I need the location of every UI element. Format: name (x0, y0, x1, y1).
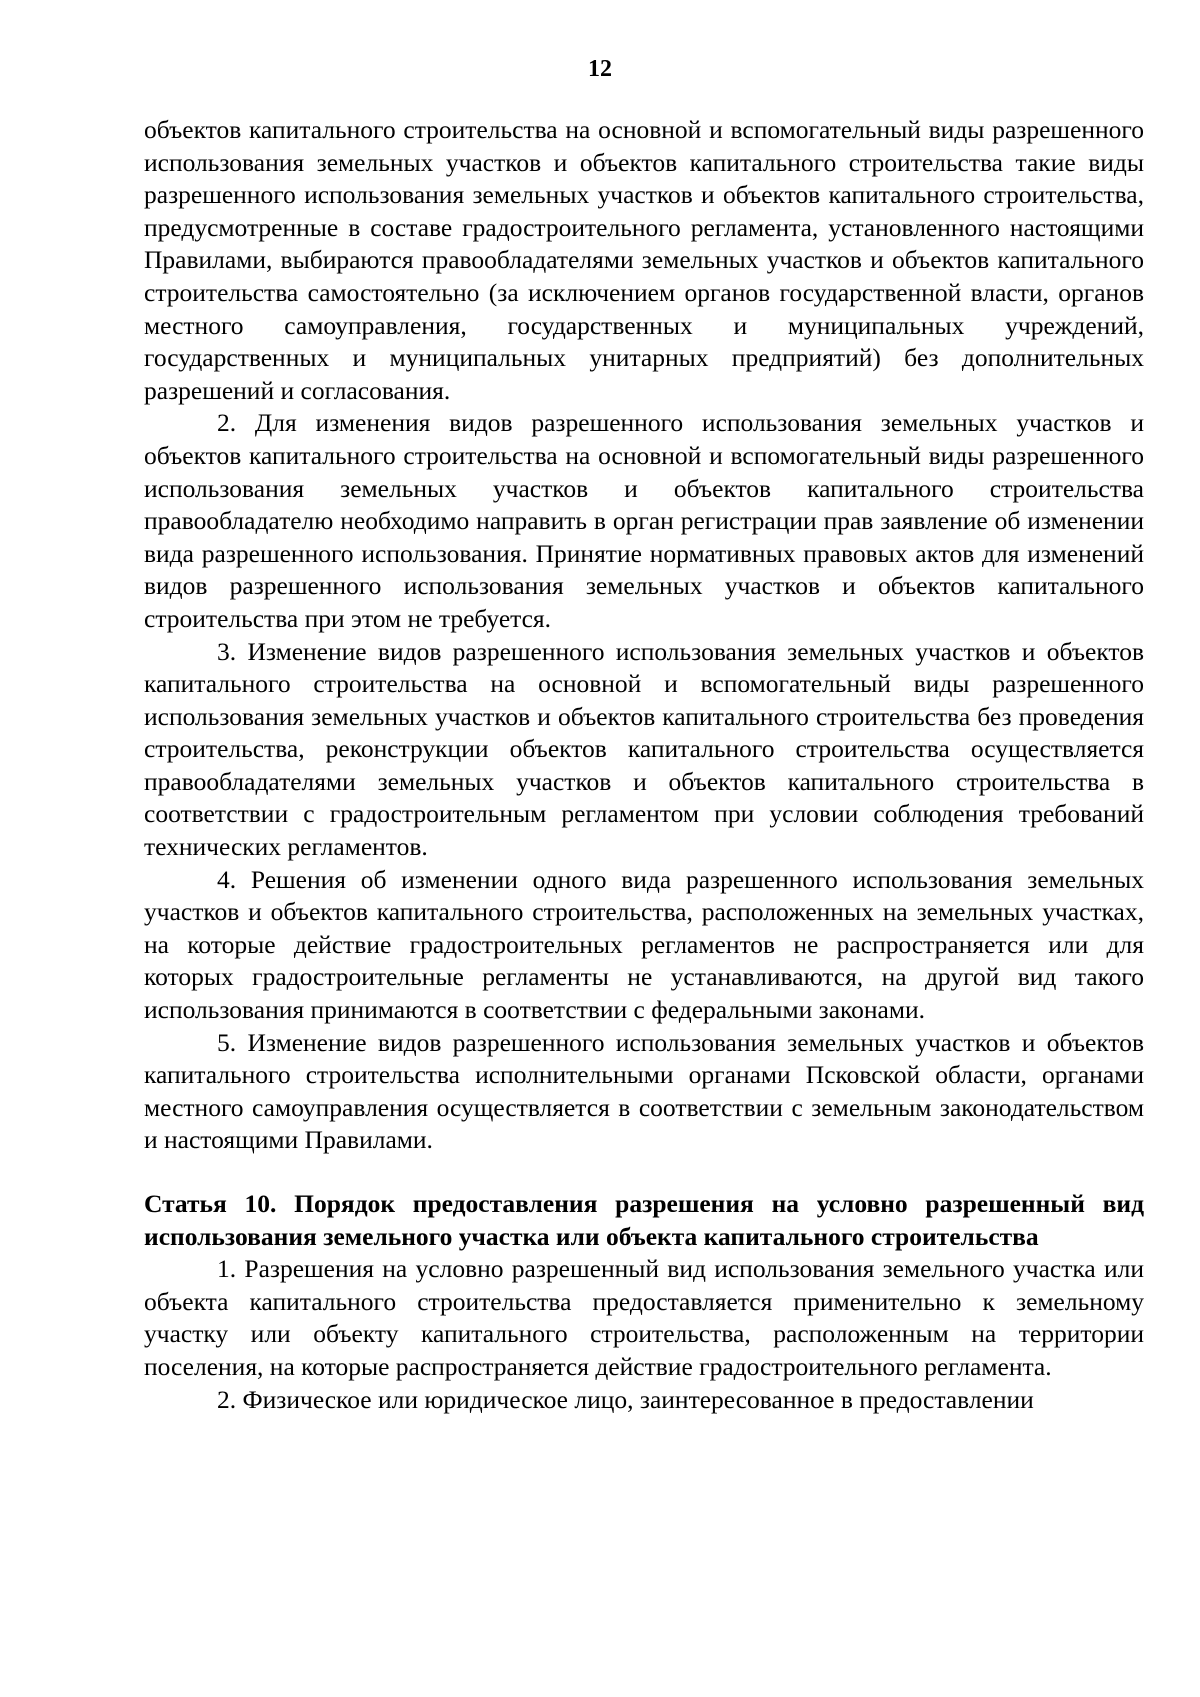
document-body (144, 114, 1144, 1416)
page-number: 12 (588, 56, 612, 82)
paragraph-4: 4. Решения об изменении одного вида разрешенного использования земельных участков и объектов капитального строительства, расположенных на земельных участках, на которые действие градостроительных регламентов не распространяется или для которых градостроительные регламенты не устанавливаются, на другой вид такого использования принимаются в соответствии с федеральными законами. (144, 864, 1144, 1025)
article-10-heading: Статья 10. Порядок предоставления разрешения на условно разрешенный вид использования земельного участка или объекта капитального строительства (144, 1189, 1144, 1251)
paragraph-3: 3. Изменение видов разрешенного использования земельных участков и объектов капитального строительства на основной и вспомогательный виды разрешенного использования земельных участков и объектов капитального строительства без проведения строительства, реконструкции объектов капитального строительства осуществляется правообладателями земельных участков и объектов капитального строительства в соответствии с градостроительным регламентом при условии соблюдения требований технических регламентов. (144, 636, 1144, 862)
paragraph-continuation: объектов капитального строительства на основной и вспомогательный виды разрешенного использования земельных участков и объектов капитального строительства такие виды разрешенного использования земельных участков и объектов капитального строительства, предусмотренные в составе градостроительного регламента, установленного настоящими Правилами, выбираются правообладателями земельных участков и объектов капитального строительства самостоятельно (за исключением органов государственной власти, органов местного самоуправления, государственных и муниципальных учреждений, государственных и муниципальных унитарных предприятий) без дополнительных разрешений и согласования. (144, 115, 1144, 405)
paragraph-5: 5. Изменение видов разрешенного использования земельных участков и объектов капитального строительства исполнительными органами Псковской области, органами местного самоуправления осуществляется в соответствии с земельным законодательством и настоящими Правилами. (144, 1027, 1144, 1155)
paragraph-2: 2. Для изменения видов разрешенного использования земельных участков и объектов капитального строительства на основной и вспомогательный виды разрешенного использования земельных участков и объектов капитального строительства правообладателю необходимо направить в орган регистрации прав заявление об изменении вида разрешенного использования. Принятие нормативных правовых актов для изменений видов разрешенного использования земельных участков и объектов капитального строительства при этом не требуется. (144, 408, 1144, 633)
article-10-paragraph-2: 2. Физическое или юридическое лицо, заинтересованное в предоставлении (217, 1384, 1034, 1414)
article-10-paragraph-1: 1. Разрешения на условно разрешенный вид использования земельного участка или объекта капитального строительства предоставляется применительно к земельному участку или объекту капитального строительства, расположенным на территории поселения, на которые распространяется действие градостроительного регламента. (144, 1254, 1144, 1381)
